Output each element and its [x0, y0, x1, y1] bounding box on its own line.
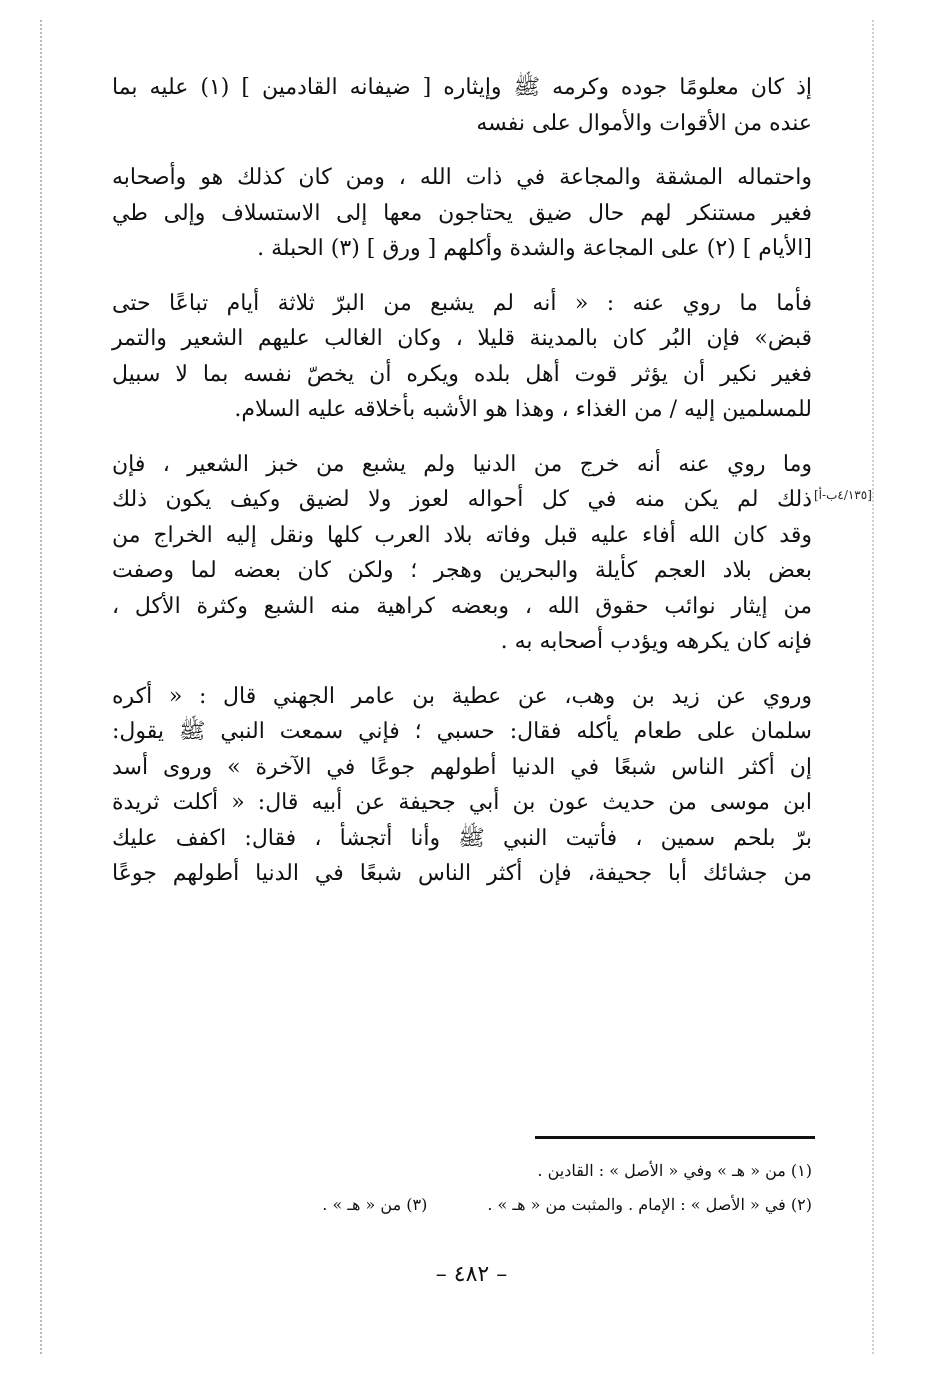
text-line: قبض» فإن البُر كان بالمدينة قليلا ، وكان الغالب عليهم الشعير والتمر	[112, 326, 812, 351]
text-line: ذلك لم يكن منه في كل أحواله لعوز ولا لضيق وكيف يكون ذلك	[112, 487, 812, 512]
footnote-separator	[535, 1136, 815, 1139]
text-line: للمسلمين إليه / من الغذاء ، وهذا هو الأشبه بأخلاقه عليه السلام.	[234, 397, 812, 422]
paragraph	[112, 679, 812, 892]
text-line: سلمان على طعام يأكله فقال: حسبي ؛ فإني سمعت النبي ﷺ يقول:	[112, 719, 812, 744]
text-line: فأما ما روي عنه : « أنه لم يشبع من البرّ ثلاثة أيام تباعًا حتى	[112, 290, 812, 316]
footnote-3: (٣) من « هـ » .	[322, 1195, 428, 1214]
text-line: وروي عن زيد بن وهب، عن عطية بن عامر الجهني قال : « أكره	[112, 683, 812, 709]
footnotes	[112, 1154, 812, 1222]
text-line: [الأيام ] (٢) على المجاعة والشدة وأكلهم [ ورق ] (٣) الحبلة .	[257, 236, 812, 261]
main-text	[112, 70, 812, 911]
text-line: برّ بلحم سمين ، فأتيت النبي ﷺ وأنا أتجشأ ، فقال: اكفف عليك	[112, 825, 812, 851]
text-line: من جشائك أبا جحيفة، فإن أكثر الناس شبعًا في الدنيا أطولهم جوعًا	[112, 861, 812, 886]
page-number: – ٤٨٢ –	[435, 1262, 508, 1287]
text-line: إن أكثر الناس شبعًا في الدنيا أطولهم جوعًا في الآخرة » وروى أسد	[112, 754, 812, 780]
footnote-1: (١) من « هـ » وفي « الأصل » : القادين .	[537, 1161, 812, 1180]
text-line: واحتماله المشقة والمجاعة في ذات الله ، ومن كان كذلك هو وأصحابه	[112, 165, 812, 190]
left-dotted-margin	[40, 20, 42, 1354]
right-dotted-margin	[872, 20, 874, 1354]
text-line: عنده من الأقوات والأموال على نفسه	[476, 110, 812, 136]
paragraph	[112, 70, 812, 141]
text-line: من إيثار نوائب حقوق الله ، وبعضه كراهية منه الشبع وكثرة الأكل ،	[112, 593, 812, 619]
text-line: بعض بلاد العجم كأيلة والبحرين وهجر ؛ ولكن كان بعضه لما وصفت	[112, 558, 812, 583]
text-line: فغير نكير أن يؤثر قوت أهل بلده ويكره أن يخصّ نفسه بما لا سبيل	[112, 361, 812, 387]
text-line: ابن موسى من حديث عون بن أبي جحيفة عن أبيه قال: « أكلت ثريدة	[112, 790, 812, 815]
text-line: وقد كان الله أفاء عليه قبل وفاته بلاد العرب كلها ونقل إليه الخراج من	[112, 522, 812, 548]
paragraph	[112, 447, 812, 660]
footnote-row	[112, 1188, 812, 1222]
manuscript-folio-reference: [٤/١٣٥ب-أ]	[814, 488, 872, 502]
text-line: إذ كان معلومًا جوده وكرمه ﷺ وإيثاره [ ضيفانه القادمين ] (١) عليه بما	[112, 75, 812, 100]
text-line: فغير مستنكر لهم حال ضيق يحتاجون معها إلى الاستسلاف وإلى طي	[112, 200, 812, 226]
paragraph	[112, 286, 812, 428]
text-line: وما روي عنه أنه خرج من الدنيا ولم يشبع من خبز الشعير ، فإن	[112, 451, 812, 477]
footnote-2: (٢) في « الأصل » : الإمام . والمثبت من « هـ » .	[487, 1195, 812, 1214]
paragraph	[112, 160, 812, 267]
text-line: فإنه كان يكرهه ويؤدب أصحابه به .	[500, 629, 812, 654]
